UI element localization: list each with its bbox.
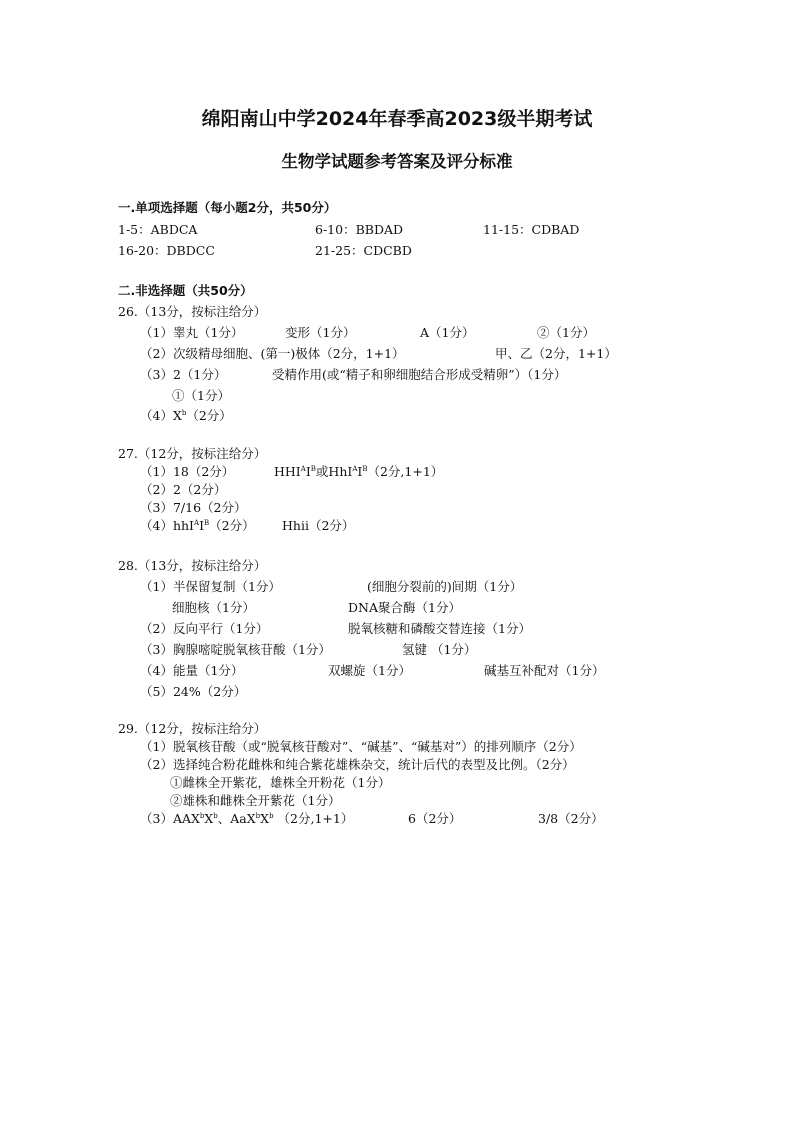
q28-answer: 脱氧核糖和磷酸交替连接（1分） xyxy=(348,621,531,636)
q28-answer: （3）胸腺嘧啶脱氧核苷酸（1分） xyxy=(140,642,331,657)
q29-answer: $(3)AAX^bX^b$、$AaX^bX^b$ （2分,1+1） xyxy=(140,811,354,826)
page-subtitle: 生物学试题参考答案及评分标准 xyxy=(281,152,513,171)
q27-answer: Hhii（2分） xyxy=(282,518,355,533)
q28-answer: （4）能量（1分） xyxy=(140,663,244,678)
q28-answer: 碱基互补配对（1分） xyxy=(484,663,605,678)
q26-answer: ②（1分） xyxy=(537,325,595,340)
section2-heading: 二.非选择题（共50分） xyxy=(118,283,253,298)
q26-answer: ①（1分） xyxy=(172,388,230,403)
q26-answer: （3）2（1分） xyxy=(140,367,227,382)
q29-answer: 6（2分） xyxy=(408,811,462,826)
answer-range: 21-25：CDCBD xyxy=(315,243,412,258)
q29-answer: 3/8（2分） xyxy=(538,811,604,826)
q26-header: 26.（13分，按标注给分） xyxy=(118,304,267,319)
q28-answer: （1）半保留复制（1分） xyxy=(140,579,281,594)
q26-answer: 受精作用(或“精子和卵细胞结合形成受精卵”）（1分） xyxy=(272,367,567,382)
answer-range: 6-10：BBDAD xyxy=(315,222,404,237)
q28-answer: （5）24%（2分） xyxy=(140,684,247,699)
q27-answer: $HHI^AI^B$或$HhI^AI^B(2$分,1+1） xyxy=(274,464,444,479)
q29-answer: （2）选择纯合粉花雌株和纯合紫花雄株杂交，统计后代的表型及比例。（2分） xyxy=(140,757,575,772)
answer-range: 16-20：DBDCC xyxy=(118,243,215,258)
q26-answer: 变形（1分） xyxy=(285,325,356,340)
section1-heading: 一.单项选择题（每小题2分，共50分） xyxy=(118,200,337,215)
q28-answer: （2）反向平行（1分） xyxy=(140,621,269,636)
q29-answer: ①雌株全开紫花，雄株全开粉花（1分） xyxy=(170,775,391,790)
q28-answer: 细胞核（1分） xyxy=(172,600,255,615)
q27-answer: （1）18（2分） xyxy=(140,464,235,479)
q29-answer: ②雄株和雌株全开紫花（1分） xyxy=(170,793,341,808)
q26-answer: $(4)X^b(2$分） xyxy=(140,408,232,423)
q26-answer: （2）次级精母细胞、(第一)极体（2分，1+1） xyxy=(140,346,405,361)
q29-answer: （1）脱氧核苷酸（或“脱氧核苷酸对”、“碱基”、“碱基对”）的排列顺序（2分） xyxy=(140,739,582,754)
q28-answer: 氢键 （1分） xyxy=(402,642,477,657)
q26-answer: （1）睾丸（1分） xyxy=(140,325,244,340)
answer-range: 11-15：CDBAD xyxy=(483,222,580,237)
q28-answer: (细胞分裂前的)间期（1分） xyxy=(367,579,523,594)
page-title: 绵阳南山中学2024年春季高2023级半期考试 xyxy=(201,108,593,130)
q28-header: 28.（13分，按标注给分） xyxy=(118,558,267,573)
q27-answer: （2）2（2分） xyxy=(140,482,227,497)
q26-answer: 甲、乙（2分，1+1） xyxy=(495,346,617,361)
q29-header: 29.（12分，按标注给分） xyxy=(118,721,267,736)
q26-answer: A（1分） xyxy=(420,325,475,340)
q27-answer: （3）7/16（2分） xyxy=(140,500,247,515)
q27-header: 27.（12分，按标注给分） xyxy=(118,446,267,461)
q27-answer: $(4)hhI^AI^B(2$分） xyxy=(140,518,255,533)
answer-range: 1-5：ABDCA xyxy=(118,222,198,237)
q28-answer: DNA聚合酶（1分） xyxy=(348,600,461,615)
q28-answer: 双螺旋（1分） xyxy=(328,663,411,678)
